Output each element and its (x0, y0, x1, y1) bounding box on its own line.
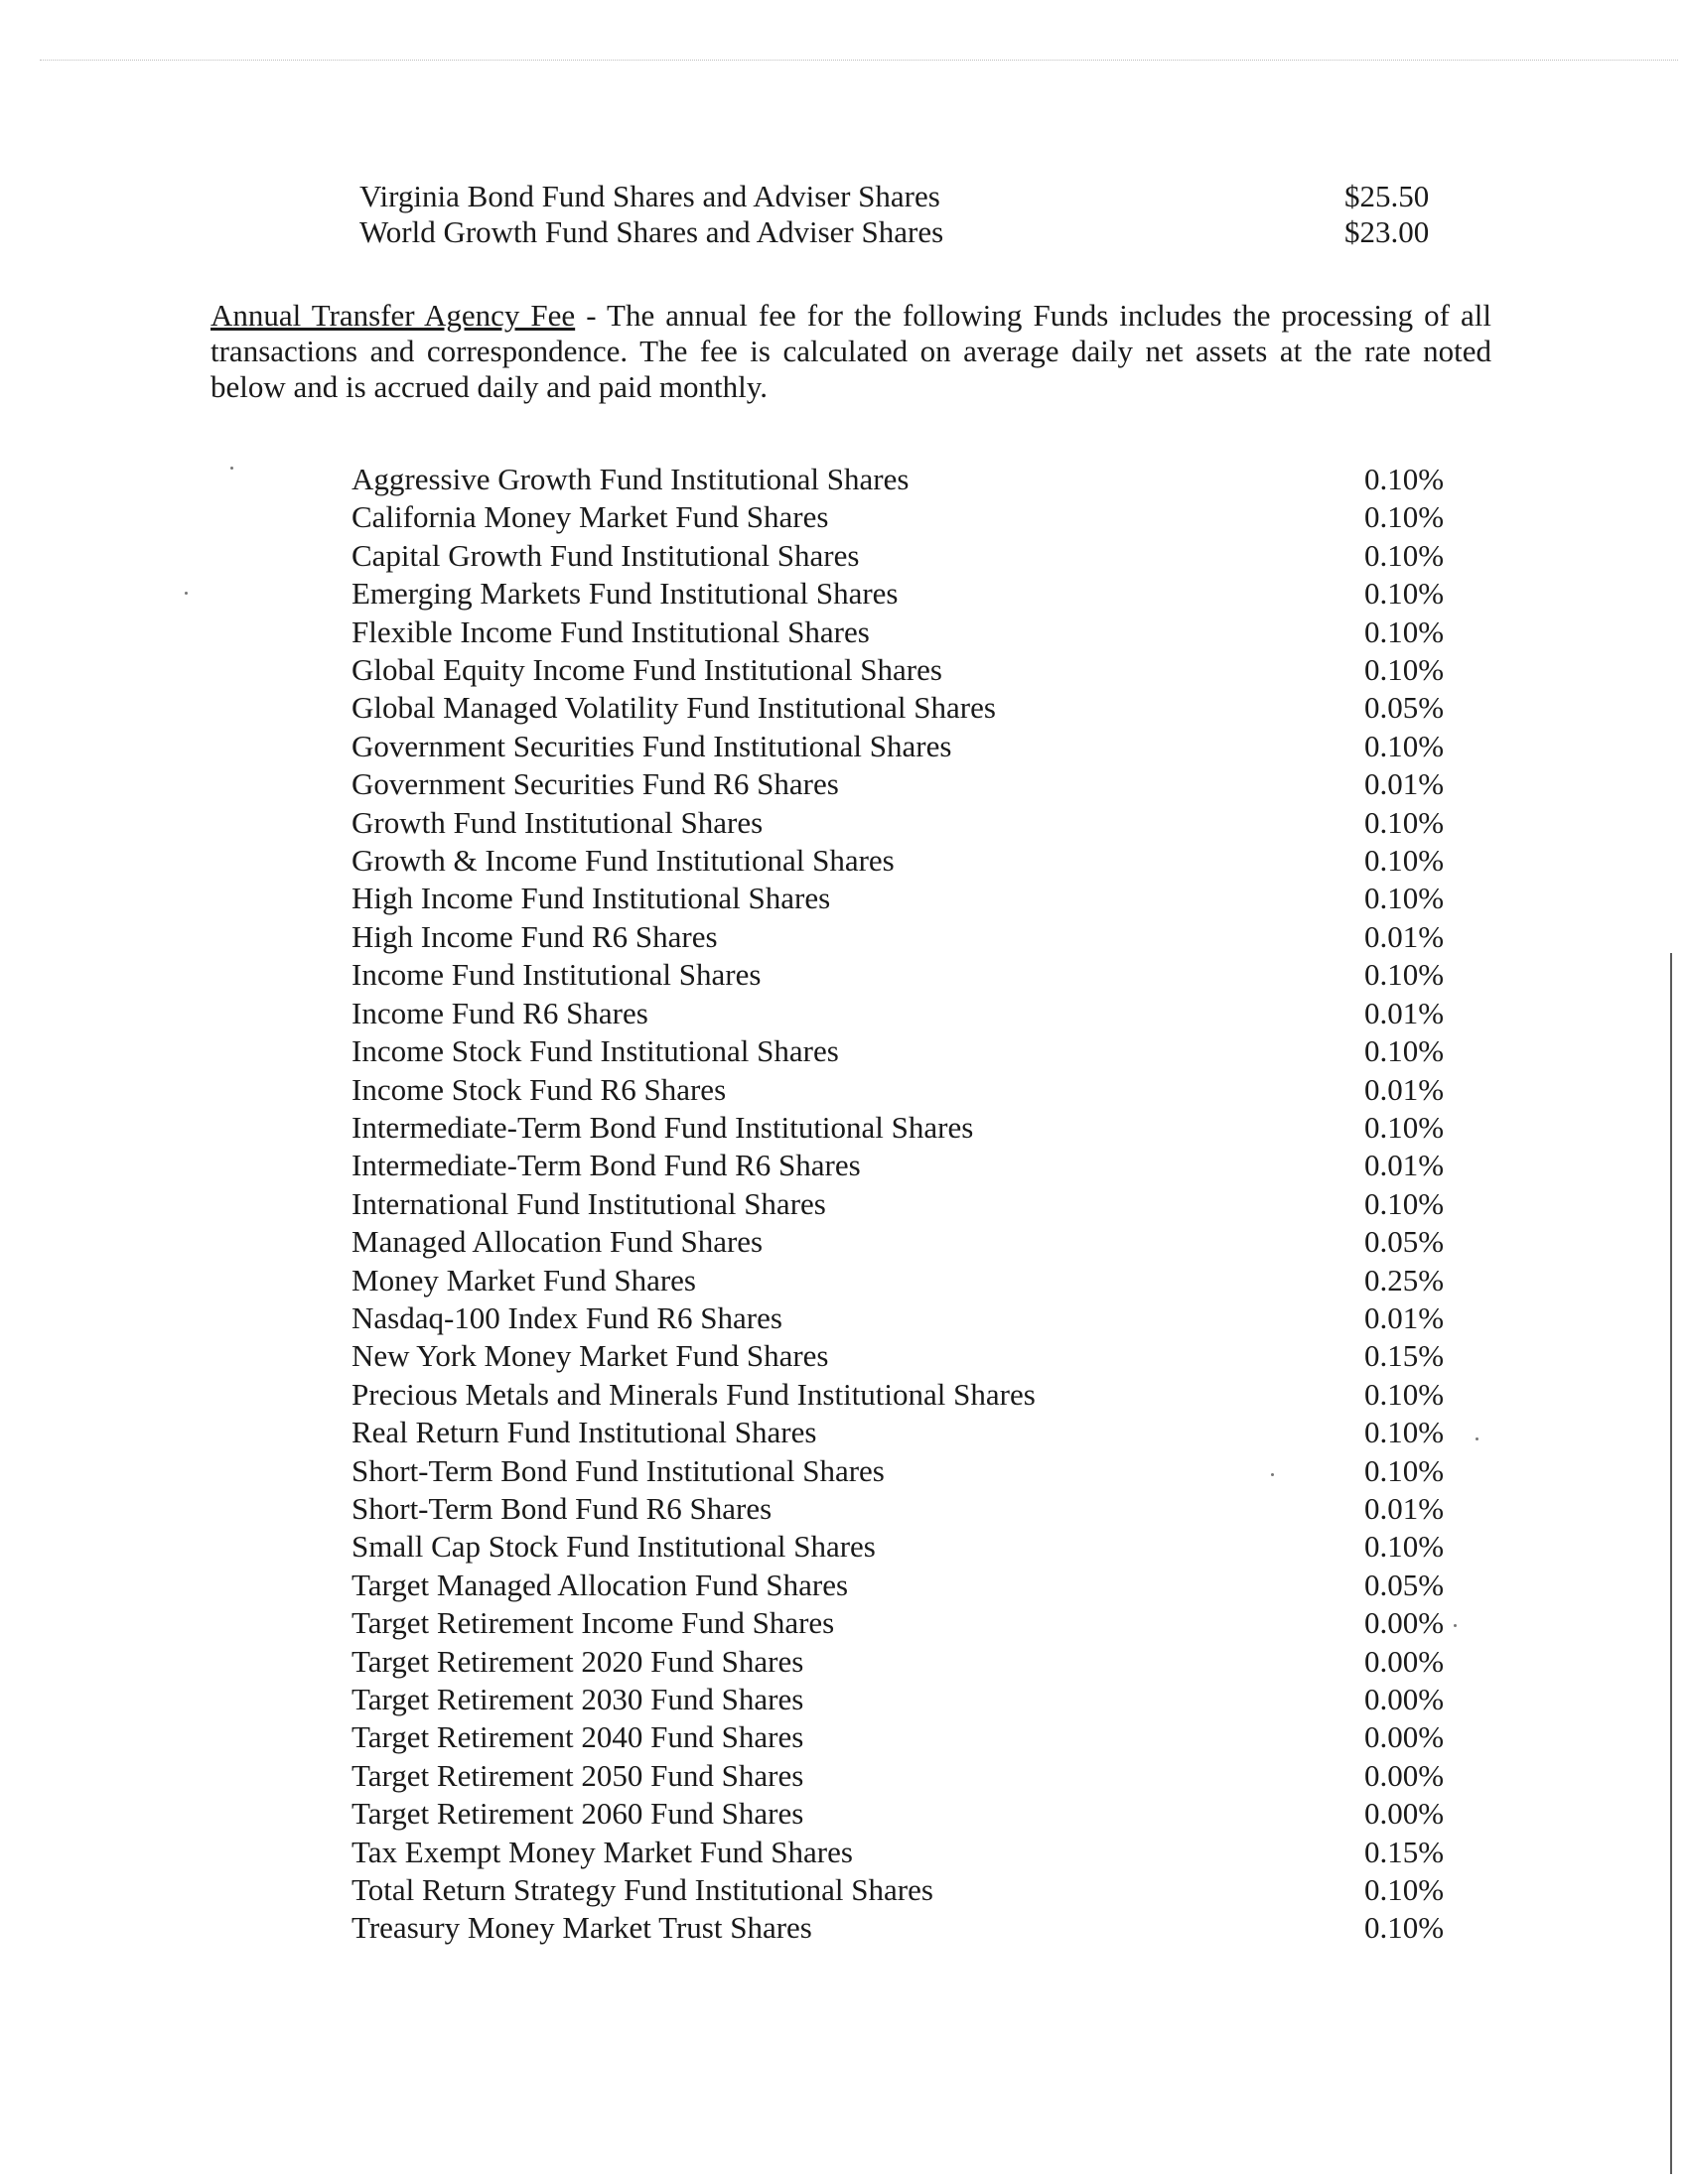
fund-name: Growth Fund Institutional Shares (352, 804, 764, 840)
fee-row (352, 1909, 1460, 1947)
fee-value: 0.10% (1364, 614, 1445, 649)
fee-row (352, 498, 1460, 536)
fee-value: 0.00% (1364, 1719, 1445, 1755)
fund-name: Real Return Fund Institutional Shares (352, 1415, 817, 1450)
fee-value: 0.01% (1364, 995, 1445, 1030)
previous-fee-table (359, 179, 1464, 250)
fee-row (352, 956, 1460, 994)
fund-name: Target Retirement 2040 Fund Shares (352, 1719, 804, 1755)
fee-value: 0.25% (1364, 1262, 1445, 1297)
fund-name: Managed Allocation Fund Shares (352, 1224, 764, 1260)
fund-name: Emerging Markets Fund Institutional Shares (352, 576, 899, 612)
fund-name: Money Market Fund Shares (352, 1262, 696, 1297)
fund-name: Target Managed Allocation Fund Shares (352, 1567, 849, 1602)
fee-value: 0.10% (1364, 1376, 1445, 1412)
fund-name: Income Fund R6 Shares (352, 995, 648, 1030)
fee-row (352, 995, 1460, 1032)
fee-row (352, 1528, 1460, 1566)
fee-value: 0.01% (1364, 1299, 1445, 1335)
fee-row (352, 765, 1460, 803)
fund-name: Small Cap Stock Fund Institutional Shares (352, 1529, 876, 1565)
fee-value: 0.10% (1364, 652, 1445, 688)
fee-value: 0.10% (1364, 462, 1445, 496)
fee-value: 0.10% (1364, 843, 1445, 879)
fee-row (352, 842, 1460, 880)
fund-name: Target Retirement 2020 Fund Shares (352, 1643, 804, 1679)
fund-name: Tax Exempt Money Market Fund Shares (352, 1834, 853, 1869)
fee-row (352, 575, 1460, 613)
fee-value: 0.00% (1364, 1643, 1445, 1679)
fund-name: Capital Growth Fund Institutional Shares (352, 537, 860, 573)
section-heading: Annual Transfer Agency Fee (211, 298, 576, 333)
fund-name: Target Retirement 2050 Fund Shares (352, 1757, 804, 1793)
fee-value: 0.10% (1364, 1910, 1445, 1946)
fee-row (352, 1185, 1460, 1223)
fee-row (352, 461, 1460, 498)
fee-row (352, 1109, 1460, 1147)
fee-value: 0.01% (1364, 1148, 1445, 1183)
fee-row (352, 1757, 1460, 1795)
fund-name: California Money Market Fund Shares (352, 499, 829, 535)
fund-name: Target Retirement 2030 Fund Shares (352, 1682, 804, 1716)
fee-row (352, 1871, 1460, 1909)
fee-value: 0.05% (1364, 1567, 1445, 1602)
fund-name: Treasury Money Market Trust Shares (352, 1910, 812, 1946)
fee-value: 0.01% (1364, 918, 1445, 954)
fee-row (352, 1337, 1460, 1375)
fee-row (352, 1032, 1460, 1070)
fee-row (352, 1414, 1460, 1451)
fee-row (352, 1452, 1460, 1490)
fund-name: Global Equity Income Fund Institutional Shares (352, 652, 942, 688)
fee-value: 0.00% (1364, 1605, 1445, 1641)
scan-speck (185, 592, 188, 595)
fund-name: World Growth Fund Shares and Adviser Shares (359, 214, 944, 249)
fee-value: 0.10% (1364, 804, 1445, 840)
fee-value: 0.10% (1364, 1872, 1445, 1908)
fee-value: 0.00% (1364, 1757, 1445, 1793)
fee-row (352, 651, 1460, 689)
fee-value: 0.10% (1364, 499, 1445, 535)
fee-row (352, 1071, 1460, 1109)
fee-value: 0.10% (1364, 1529, 1445, 1565)
fee-row (352, 1299, 1460, 1337)
fee-row (352, 880, 1460, 917)
fee-row (352, 1681, 1460, 1718)
fee-row (352, 1604, 1460, 1642)
fund-name: Global Managed Volatility Fund Institutional Shares (352, 690, 996, 726)
fund-name: Government Securities Fund R6 Shares (352, 766, 839, 802)
fee-value: 0.10% (1364, 1033, 1445, 1069)
fee-row (352, 1376, 1460, 1414)
transfer-agency-fee-table (352, 461, 1460, 1948)
fee-row (352, 1718, 1460, 1756)
section-body: - The annual fee for the following Funds includes the processing of all transactions and correspondence. The fee is calculated on average daily net assets at the rate noted below and is accrued daily and paid monthly. (211, 298, 1492, 404)
fee-value: 0.10% (1364, 1109, 1445, 1145)
fee-value: 0.10% (1364, 537, 1445, 573)
fee-value: 0.00% (1364, 1796, 1445, 1832)
fund-name: Target Retirement Income Fund Shares (352, 1605, 835, 1641)
fee-value: 0.00% (1364, 1682, 1445, 1716)
fee-row (359, 214, 1464, 250)
fee-value: 0.05% (1364, 1224, 1445, 1260)
fee-row (352, 918, 1460, 956)
fund-name: Aggressive Growth Fund Institutional Shares (352, 462, 910, 496)
fee-row (352, 689, 1460, 727)
fund-name: Total Return Strategy Fund Institutional Shares (352, 1872, 933, 1908)
fund-name: Target Retirement 2060 Fund Shares (352, 1796, 804, 1832)
fund-name: Flexible Income Fund Institutional Shares (352, 614, 870, 649)
fee-row (352, 804, 1460, 842)
fund-name: Income Stock Fund Institutional Shares (352, 1033, 839, 1069)
fee-row (352, 1262, 1460, 1299)
fee-value: 0.10% (1364, 957, 1445, 993)
fund-name: Nasdaq-100 Index Fund R6 Shares (352, 1299, 782, 1335)
fund-name: Intermediate-Term Bond Fund R6 Shares (352, 1148, 861, 1183)
fund-name: Virginia Bond Fund Shares and Adviser Shares (359, 179, 940, 213)
fee-value: 0.15% (1364, 1834, 1445, 1869)
fee-value: 0.05% (1364, 690, 1445, 726)
fund-name: International Fund Institutional Shares (352, 1185, 826, 1221)
fee-value: 0.10% (1364, 1415, 1445, 1450)
fund-name: Short-Term Bond Fund R6 Shares (352, 1490, 773, 1526)
fund-name: Income Fund Institutional Shares (352, 957, 762, 993)
fee-row (352, 1567, 1460, 1604)
fee-value: $23.00 (1344, 214, 1430, 249)
fee-value: 0.15% (1364, 1338, 1445, 1374)
scan-edge-top (40, 60, 1678, 61)
fee-value: 0.01% (1364, 766, 1445, 802)
fee-row (352, 1490, 1460, 1528)
fee-value: 0.10% (1364, 1452, 1445, 1488)
fund-name: Short-Term Bond Fund Institutional Shares (352, 1452, 885, 1488)
fee-row (352, 1643, 1460, 1681)
fee-value: 0.10% (1364, 881, 1445, 916)
fund-name: High Income Fund Institutional Shares (352, 881, 831, 916)
fee-row (352, 1223, 1460, 1261)
fee-row (352, 1834, 1460, 1871)
fee-row (352, 537, 1460, 575)
fee-row (359, 179, 1464, 214)
fund-name: Precious Metals and Minerals Fund Institutional Shares (352, 1376, 1036, 1412)
fund-name: High Income Fund R6 Shares (352, 918, 718, 954)
fee-row (352, 1147, 1460, 1184)
scan-edge-right (1670, 953, 1672, 2174)
fee-row (352, 1795, 1460, 1833)
fee-value: 0.10% (1364, 728, 1445, 763)
fee-row (352, 614, 1460, 651)
scan-speck (230, 467, 233, 470)
fee-description-paragraph (211, 298, 1491, 405)
fee-row (352, 728, 1460, 765)
fee-value: $25.50 (1344, 179, 1430, 213)
fee-value: 0.01% (1364, 1071, 1445, 1107)
fund-name: Income Stock Fund R6 Shares (352, 1071, 727, 1107)
fund-name: Growth & Income Fund Institutional Shares (352, 843, 895, 879)
fee-value: 0.10% (1364, 576, 1445, 612)
fee-value: 0.10% (1364, 1185, 1445, 1221)
fund-name: New York Money Market Fund Shares (352, 1338, 829, 1374)
fee-value: 0.01% (1364, 1490, 1445, 1526)
fund-name: Intermediate-Term Bond Fund Institutional Shares (352, 1109, 974, 1145)
scan-speck (1476, 1437, 1478, 1440)
fund-name: Government Securities Fund Institutional Shares (352, 728, 952, 763)
